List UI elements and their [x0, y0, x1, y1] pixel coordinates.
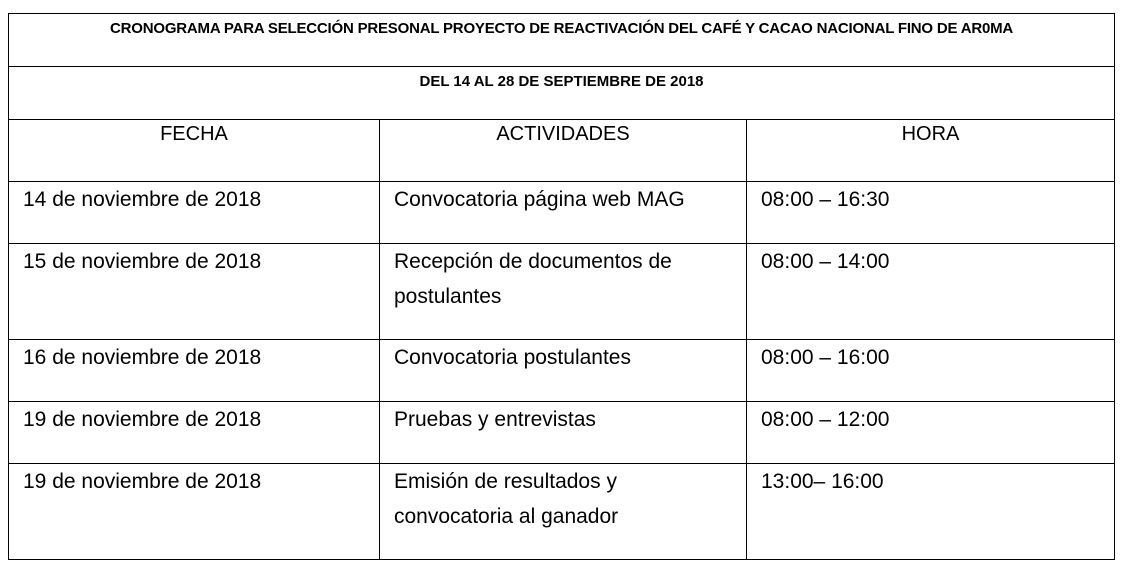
actividad-cell — [380, 182, 747, 244]
header-actividades-cell — [380, 120, 747, 182]
actividad-cell — [380, 244, 747, 340]
actividad-value: Pruebas y entrevistas — [394, 408, 596, 431]
fecha-cell — [9, 464, 380, 560]
fecha-value: 16 de noviembre de 2018 — [23, 346, 262, 369]
header-fecha: FECHA — [160, 123, 228, 145]
hora-cell — [747, 464, 1115, 560]
actividad-cell — [380, 340, 747, 402]
hora-cell — [747, 340, 1115, 402]
header-actividades: ACTIVIDADES — [496, 123, 630, 145]
fecha-cell — [9, 402, 380, 464]
hora-value: 08:00 – 16:00 — [761, 346, 890, 369]
fecha-value: 19 de noviembre de 2018 — [23, 408, 262, 431]
fecha-cell — [9, 244, 380, 340]
fecha-value: 15 de noviembre de 2018 — [23, 250, 262, 273]
hora-cell — [747, 244, 1115, 340]
table-header-row — [9, 120, 1115, 182]
hora-value: 13:00– 16:00 — [761, 470, 884, 493]
hora-cell — [747, 402, 1115, 464]
fecha-cell — [9, 182, 380, 244]
table-row — [9, 340, 1115, 402]
table-row — [9, 244, 1115, 340]
fecha-value: 19 de noviembre de 2018 — [23, 470, 262, 493]
hora-value: 08:00 – 16:30 — [761, 188, 890, 211]
hora-cell — [747, 182, 1115, 244]
actividad-cell — [380, 464, 747, 560]
hora-value: 08:00 – 14:00 — [761, 250, 890, 273]
header-hora: HORA — [901, 123, 960, 145]
table-row — [9, 402, 1115, 464]
actividad-value: Convocatoria postulantes — [394, 346, 631, 369]
table-row — [9, 464, 1115, 560]
fecha-cell — [9, 340, 380, 402]
subtitle-cell — [9, 67, 1115, 120]
actividad-value: Emisión de resultados y convocatoria al ganador — [394, 470, 619, 528]
hora-value: 08:00 – 12:00 — [761, 408, 890, 431]
schedule-table — [8, 13, 1115, 560]
header-fecha-cell — [9, 120, 380, 182]
header-hora-cell — [747, 120, 1115, 182]
title-cell — [9, 14, 1115, 67]
document-subtitle: DEL 14 AL 28 DE SEPTIEMBRE DE 2018 — [419, 73, 704, 90]
fecha-value: 14 de noviembre de 2018 — [23, 188, 262, 211]
document-title: CRONOGRAMA PARA SELECCIÓN PRESONAL PROYECTO DE REACTIVACIÓN DEL CAFÉ Y CACAO NACIONAL FINO DE AR0MA — [109, 20, 1014, 37]
actividad-cell — [380, 402, 747, 464]
title-row — [9, 14, 1115, 67]
subtitle-row — [9, 67, 1115, 120]
actividad-value: Recepción de documentos de postulantes — [394, 250, 672, 308]
actividad-value: Convocatoria página web MAG — [394, 188, 685, 211]
table-row — [9, 182, 1115, 244]
